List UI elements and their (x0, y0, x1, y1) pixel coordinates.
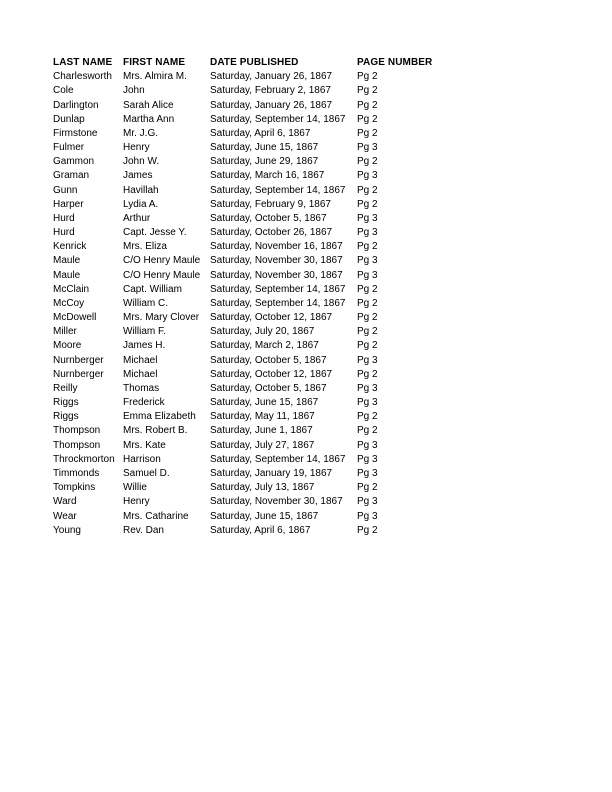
table-cell: Darlington (53, 99, 99, 111)
table-cell: Pg 3 (357, 227, 378, 239)
table-cell: Saturday, November 30, 1867 (210, 269, 343, 281)
table-cell: Pg 3 (357, 439, 378, 451)
column-header-first-name: FIRST NAME (123, 57, 186, 68)
table-cell: Saturday, September 14, 1867 (210, 453, 346, 465)
table-cell: Young (53, 524, 81, 536)
table-cell: Saturday, March 16, 1867 (210, 170, 325, 182)
table-cell: Hurd (53, 227, 75, 239)
table-cell: Frederick (123, 397, 165, 409)
table-cell: Henry (123, 496, 150, 508)
table-cell: Pg 3 (357, 170, 378, 182)
table-cell: Charlesworth (53, 71, 112, 83)
table-cell: Timmonds (53, 467, 100, 479)
table-cell: Pg 2 (357, 326, 378, 338)
table-row (53, 155, 437, 169)
table-row (53, 70, 437, 84)
table-cell: Saturday, September 14, 1867 (210, 184, 346, 196)
table-cell: Saturday, February 2, 1867 (210, 85, 331, 97)
table-row (53, 424, 437, 438)
table-cell: Nurnberger (53, 368, 104, 380)
table-cell: Emma Elizabeth (123, 411, 196, 423)
table-cell: Harper (53, 198, 84, 210)
table-row (53, 467, 437, 481)
table-row (53, 339, 437, 353)
table-row (53, 481, 437, 495)
table-cell: Pg 3 (357, 269, 378, 281)
table-cell: Saturday, June 15, 1867 (210, 142, 319, 154)
table-cell: Martha Ann (123, 113, 175, 125)
table-cell: Saturday, July 20, 1867 (210, 326, 315, 338)
table-row (53, 169, 437, 183)
table-cell: Pg 2 (357, 411, 378, 423)
table-row (53, 184, 437, 198)
table-row (53, 368, 437, 382)
table-cell: McClain (53, 283, 90, 295)
table-row (53, 396, 437, 410)
table-cell: James (123, 170, 153, 182)
table-cell: Saturday, September 14, 1867 (210, 113, 346, 125)
table-cell: Riggs (53, 411, 79, 423)
table-cell: Saturday, January 26, 1867 (210, 99, 333, 111)
table-row (53, 141, 437, 155)
table-cell: Throckmorton (53, 453, 115, 465)
table-cell: Saturday, November 30, 1867 (210, 255, 343, 267)
table-row (53, 226, 437, 240)
table-cell: Kenrick (53, 241, 87, 253)
table-row (53, 283, 437, 297)
table-cell: Pg 2 (357, 283, 378, 295)
table-cell: Henry (123, 142, 150, 154)
table-cell: Wear (53, 510, 77, 522)
table-cell: Mrs. Eliza (123, 241, 167, 253)
table-cell: Firmstone (53, 127, 98, 139)
table-cell: Miller (53, 326, 77, 338)
table-cell: Capt. William (123, 283, 182, 295)
table-cell: Samuel D. (123, 467, 170, 479)
table-cell: Riggs (53, 397, 79, 409)
table-cell: Cole (53, 85, 74, 97)
table-cell: Saturday, June 15, 1867 (210, 397, 319, 409)
table-cell: Pg 2 (357, 524, 378, 536)
table-row (53, 354, 437, 368)
table-row (53, 311, 437, 325)
column-header-date-published: DATE PUBLISHED (210, 57, 299, 68)
table-cell: Pg 3 (357, 212, 378, 224)
table-cell: Saturday, September 14, 1867 (210, 283, 346, 295)
table-cell: John (123, 85, 145, 97)
records-table (53, 56, 437, 538)
table-cell: Thomas (123, 382, 160, 394)
table-row (53, 84, 437, 98)
table-cell: Pg 3 (357, 510, 378, 522)
table-cell: Michael (123, 368, 158, 380)
table-cell: Gammon (53, 156, 95, 168)
table-cell: Saturday, February 9, 1867 (210, 198, 331, 210)
table-row (53, 297, 437, 311)
column-header-last-name: LAST NAME (53, 57, 113, 68)
table-row (53, 269, 437, 283)
table-cell: Pg 2 (357, 113, 378, 125)
table-cell: Pg 2 (357, 127, 378, 139)
table-cell: Saturday, September 14, 1867 (210, 297, 346, 309)
table-cell: Pg 3 (357, 354, 378, 366)
table-row (53, 453, 437, 467)
table-cell: Pg 2 (357, 482, 378, 494)
table-cell: Reilly (53, 382, 78, 394)
table-cell: Saturday, November 30, 1867 (210, 496, 343, 508)
table-cell: Pg 2 (357, 312, 378, 324)
table-cell: Saturday, April 6, 1867 (210, 127, 311, 139)
table-row (53, 99, 437, 113)
table-row (53, 410, 437, 424)
table-cell: Saturday, July 13, 1867 (210, 482, 315, 494)
table-cell: Saturday, October 5, 1867 (210, 382, 327, 394)
table-cell: Pg 2 (357, 368, 378, 380)
table-cell: Gunn (53, 184, 78, 196)
table-cell: Saturday, June 29, 1867 (210, 156, 319, 168)
table-cell: Hurd (53, 212, 75, 224)
table-row (53, 254, 437, 268)
table-cell: Tompkins (53, 482, 96, 494)
table-row (53, 212, 437, 226)
table-cell: Mrs. Kate (123, 439, 166, 451)
table-cell: Saturday, May 11, 1867 (210, 411, 315, 423)
table-cell: Pg 2 (357, 184, 378, 196)
table-cell: Pg 2 (357, 85, 378, 97)
table-cell: Havillah (123, 184, 159, 196)
table-cell: William F. (123, 326, 166, 338)
table-cell: Nurnberger (53, 354, 104, 366)
table-cell: Lydia A. (123, 198, 159, 210)
table-cell: William C. (123, 297, 168, 309)
table-row (53, 325, 437, 339)
table-cell: Thompson (53, 439, 101, 451)
table-cell: Thompson (53, 425, 101, 437)
table-cell: Saturday, October 5, 1867 (210, 212, 327, 224)
table-row (53, 439, 437, 453)
table-cell: Pg 2 (357, 198, 378, 210)
table-cell: Saturday, June 15, 1867 (210, 510, 319, 522)
table-row (53, 510, 437, 524)
table-cell: Harrison (123, 453, 161, 465)
table-cell: Saturday, November 16, 1867 (210, 241, 343, 253)
table-cell: Mrs. Robert B. (123, 425, 188, 437)
table-cell: Mr. J.G. (123, 127, 158, 139)
table-cell: John W. (123, 156, 160, 168)
table-cell: Pg 2 (357, 156, 378, 168)
table-cell: Pg 3 (357, 453, 378, 465)
table-cell: Saturday, March 2, 1867 (210, 340, 319, 352)
table-row (53, 127, 437, 141)
table-body (53, 70, 437, 538)
table-cell: Pg 3 (357, 467, 378, 479)
table-cell: Pg 3 (357, 255, 378, 267)
table-cell: Pg 2 (357, 71, 378, 83)
table-cell: Mrs. Mary Clover (123, 312, 200, 324)
table-cell: C/O Henry Maule (123, 255, 201, 267)
table-cell: McDowell (53, 312, 97, 324)
table-cell: Pg 2 (357, 340, 378, 352)
table-row (53, 113, 437, 127)
table-cell: Rev. Dan (123, 524, 164, 536)
table-cell: Maule (53, 269, 81, 281)
table-cell: Saturday, October 12, 1867 (210, 312, 333, 324)
table-cell: Saturday, October 26, 1867 (210, 227, 333, 239)
table-cell: Pg 3 (357, 496, 378, 508)
table-cell: Maule (53, 255, 81, 267)
table-cell: Saturday, April 6, 1867 (210, 524, 311, 536)
table-row (53, 524, 437, 538)
table-cell: McCoy (53, 297, 85, 309)
table-cell: Saturday, July 27, 1867 (210, 439, 315, 451)
table-cell: Saturday, January 26, 1867 (210, 71, 333, 83)
table-header-row (53, 56, 437, 70)
table-cell: Saturday, January 19, 1867 (210, 467, 333, 479)
table-cell: Pg 2 (357, 241, 378, 253)
table-cell: Pg 3 (357, 397, 378, 409)
table-row (53, 240, 437, 254)
table-cell: Willie (123, 482, 147, 494)
table-cell: Sarah Alice (123, 99, 174, 111)
table-cell: Pg 3 (357, 382, 378, 394)
table-cell: C/O Henry Maule (123, 269, 201, 281)
table-row (53, 495, 437, 509)
table-row (53, 382, 437, 396)
table-cell: Arthur (123, 212, 151, 224)
table-cell: Saturday, October 5, 1867 (210, 354, 327, 366)
table-cell: Mrs. Almira M. (123, 71, 187, 83)
table-cell: Fulmer (53, 142, 85, 154)
table-cell: Moore (53, 340, 82, 352)
table-cell: Dunlap (53, 113, 85, 125)
table-cell: Capt. Jesse Y. (123, 227, 187, 239)
table-row (53, 198, 437, 212)
table-cell: Graman (53, 170, 90, 182)
table-cell: Saturday, June 1, 1867 (210, 425, 313, 437)
table-cell: James H. (123, 340, 166, 352)
table-cell: Ward (53, 496, 77, 508)
table-cell: Saturday, October 12, 1867 (210, 368, 333, 380)
table-cell: Pg 3 (357, 142, 378, 154)
column-header-page-number: PAGE NUMBER (357, 57, 433, 68)
table-cell: Pg 2 (357, 297, 378, 309)
table-cell: Pg 2 (357, 425, 378, 437)
table-cell: Mrs. Catharine (123, 510, 189, 522)
table-cell: Pg 2 (357, 99, 378, 111)
table-cell: Michael (123, 354, 158, 366)
